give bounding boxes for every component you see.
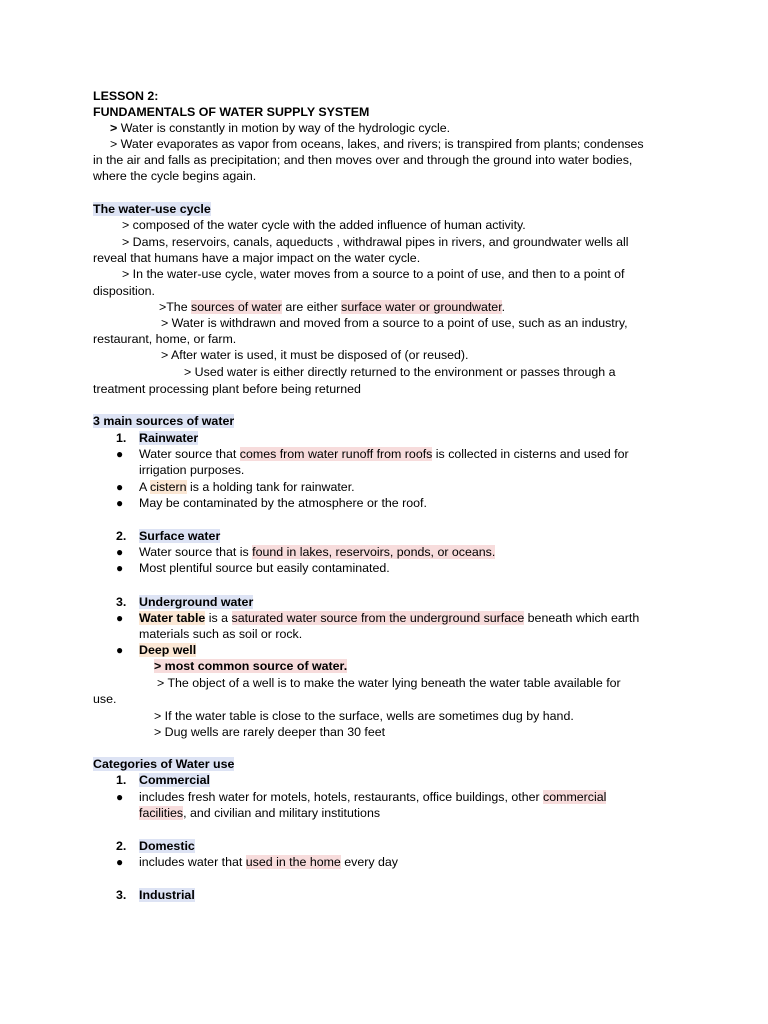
deep-well-line-3: use.	[93, 692, 117, 706]
intro-line-2: > Water evaporates as vapor from oceans, lakes, and rivers; is transpired from plants; condenses	[110, 137, 644, 151]
wuc-line-2: > Dams, reservoirs, canals, aqueducts , withdrawal pipes in rivers, and groundwater wells all	[122, 235, 629, 249]
wuc-line-8: restaurant, home, or farm.	[93, 332, 237, 346]
wuc-line-6: >The sources of water are either surface water or groundwater.	[159, 300, 506, 314]
deep-well-line-4: > If the water table is close to the surface, wells are sometimes dug by hand.	[154, 709, 574, 723]
surface-bullet-2: Most plentiful source but easily contaminated.	[139, 561, 390, 575]
list-number: 1.	[116, 431, 127, 445]
wuc-line-10: > Used water is either directly returned to the environment or passes through a	[184, 365, 616, 379]
bullet-icon: ●	[116, 480, 124, 494]
deep-well-line-2: > The object of a well is to make the water lying beneath the water table available for	[157, 676, 621, 690]
surface-bullet-1: Water source that is found in lakes, reservoirs, ponds, or oceans.	[139, 545, 496, 559]
list-number: 3.	[116, 888, 127, 902]
categories-heading: Categories of Water use	[93, 757, 235, 771]
wuc-line-4: > In the water-use cycle, water moves from a source to a point of use, and then to a point of	[122, 267, 625, 281]
list-number: 2.	[116, 529, 127, 543]
bullet-icon: ●	[116, 790, 124, 804]
commercial-bullet-1-cont: facilities, and civilian and military institutions	[139, 806, 381, 820]
underground-bullet-1-cont: materials such as soil or rock.	[139, 627, 303, 641]
bullet-icon: ●	[116, 855, 124, 869]
rain-bullet-1: Water source that comes from water runoff from roofs is collected in cisterns and used for	[139, 447, 629, 461]
commercial-heading: Commercial	[139, 773, 210, 787]
wuc-line-11: treatment processing plant before being returned	[93, 382, 361, 396]
deep-well-line-5: > Dug wells are rarely deeper than 30 feet	[154, 725, 386, 739]
bullet-icon: ●	[116, 545, 124, 559]
bullet-icon: ●	[116, 611, 124, 625]
intro-line-4: where the cycle begins again.	[93, 169, 257, 183]
bullet-icon: ●	[116, 447, 124, 461]
lesson-label: LESSON 2:	[93, 89, 159, 103]
rain-bullet-1-cont: irrigation purposes.	[139, 463, 245, 477]
wuc-line-1: > composed of the water cycle with the added influence of human activity.	[122, 218, 526, 232]
surface-water-heading: Surface water	[139, 529, 221, 543]
bullet-icon: ●	[116, 496, 124, 510]
domestic-heading: Domestic	[139, 839, 195, 853]
sources-heading: 3 main sources of water	[93, 414, 235, 428]
wuc-line-5: disposition.	[93, 284, 155, 298]
deep-well-line-1: > most common source of water.	[154, 659, 348, 673]
list-number: 2.	[116, 839, 127, 853]
list-number: 3.	[116, 595, 127, 609]
bullet-icon: ●	[116, 643, 124, 657]
wuc-line-9: > After water is used, it must be disposed of (or reused).	[161, 348, 469, 362]
bullet-icon: ●	[116, 561, 124, 575]
rain-bullet-3: May be contaminated by the atmosphere or the roof.	[139, 496, 427, 510]
wuc-line-3: reveal that humans have a major impact on the water cycle.	[93, 251, 421, 265]
underground-bullet-1: Water table is a saturated water source from the underground surface beneath which earth	[139, 611, 640, 625]
rain-bullet-2: A cistern is a holding tank for rainwater.	[139, 480, 355, 494]
rainwater-heading: Rainwater	[139, 431, 199, 445]
water-use-cycle-heading: The water-use cycle	[93, 202, 211, 216]
domestic-bullet-1: includes water that used in the home every day	[139, 855, 398, 869]
underground-water-heading: Underground water	[139, 595, 254, 609]
list-number: 1.	[116, 773, 127, 787]
arrow-icon: >	[110, 121, 118, 135]
deep-well-heading: Deep well	[139, 643, 197, 657]
wuc-line-7: > Water is withdrawn and moved from a source to a point of use, such as an industry,	[161, 316, 628, 330]
commercial-bullet-1: includes fresh water for motels, hotels, restaurants, office buildings, other commercial	[139, 790, 607, 804]
intro-line-3: in the air and falls as precipitation; and then moves over and through the ground into water bodies,	[93, 153, 633, 167]
industrial-heading: Industrial	[139, 888, 195, 902]
intro-line-1: > Water is constantly in motion by way of the hydrologic cycle.	[110, 121, 451, 135]
page-title: FUNDAMENTALS OF WATER SUPPLY SYSTEM	[93, 105, 370, 119]
